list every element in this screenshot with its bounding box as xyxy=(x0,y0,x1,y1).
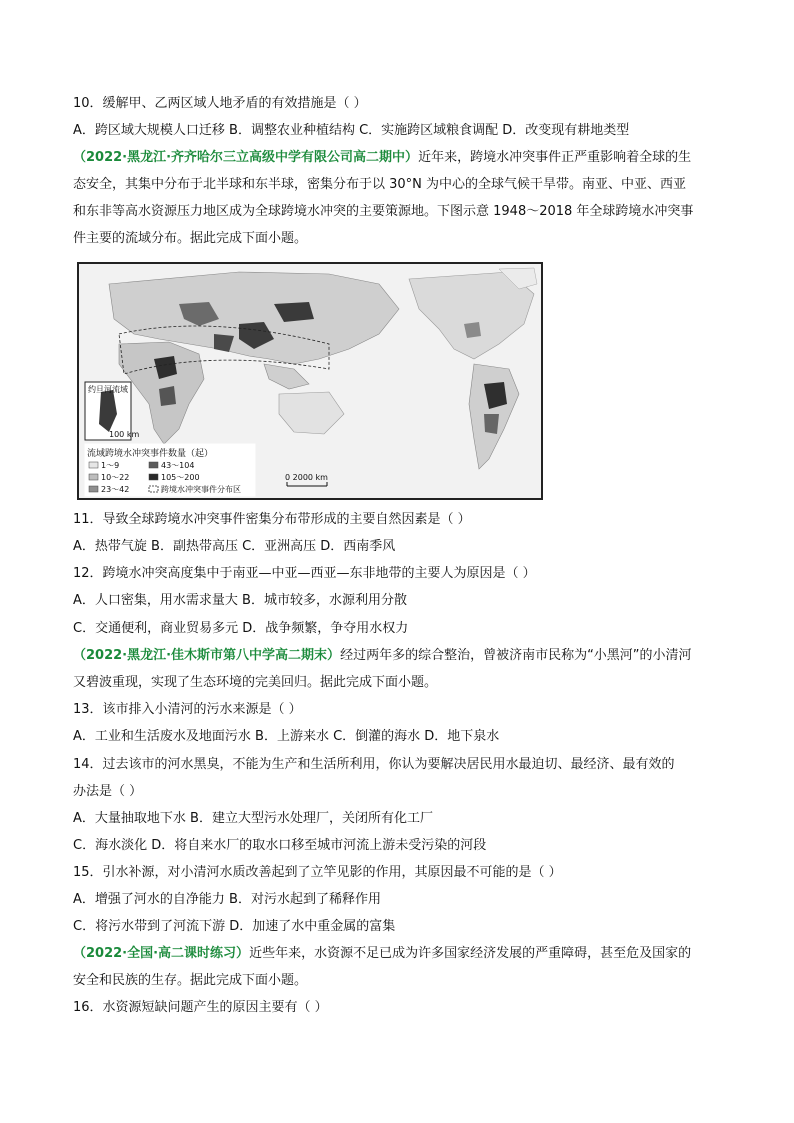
passage2-line1 xyxy=(73,646,692,666)
passage1-line1 xyxy=(73,148,691,168)
q12-option-cd: C．交通便利，商业贸易多元 D．战争频繁，争夺用水权力 xyxy=(73,621,409,636)
inset-label: 约旦河流域 xyxy=(88,385,128,394)
q15-option-ab: A．增强了河水的自净能力 B．对污水起到了稀释作用 xyxy=(73,892,381,907)
q14-stem-line2: 办法是（ ） xyxy=(73,784,143,799)
q15-option-cd: C．将污水带到了河流下游 D．加速了水中重金属的富集 xyxy=(73,919,396,934)
passage3-text1: 近些年来，水资源不足已成为许多国家经济发展的严重障碍，甚至危及国家的 xyxy=(249,946,692,961)
passage1-line4: 件主要的流域分布。据此完成下面小题。 xyxy=(73,231,308,246)
q11-options: A．热带气旋 B．副热带高压 C．亚洲高压 D．西南季风 xyxy=(73,539,396,554)
q14-stem-line1: 14．过去该市的河水黑臭，不能为生产和生活所利用，你认为要解决居民用水最迫切、最经济、最有效的 xyxy=(73,757,675,772)
q15-stem: 15．引水补源，对小清河水质改善起到了立竿见影的作用，其原因最不可能的是（ ） xyxy=(73,865,562,880)
passage2-line2: 又碧波重现，实现了生态环境的完美回归。据此完成下面小题。 xyxy=(73,675,438,690)
passage1-source: （2022·黑龙江·齐齐哈尔三立高级中学有限公司高二期中） xyxy=(73,150,419,165)
q13-options: A．工业和生活废水及地面污水 B．上游来水 C．倒灌的海水 D．地下泉水 xyxy=(73,729,500,744)
passage3-line1 xyxy=(73,944,691,964)
passage3-source: （2022·全国·高二课时练习） xyxy=(73,946,250,961)
legend-item-1: 1～9 xyxy=(101,461,120,470)
legend-item-6: 跨境水冲突事件分布区 xyxy=(161,485,241,494)
q10-stem: 10．缓解甲、乙两区域人地矛盾的有效措施是（ ） xyxy=(73,96,367,111)
passage1-text1: 近年来，跨境水冲突事件正严重影响着全球的生 xyxy=(418,150,692,165)
q14-option-ab: A．大量抽取地下水 B．建立大型污水处理厂，关闭所有化工厂 xyxy=(73,811,433,826)
passage2-source: （2022·黑龙江·佳木斯市第八中学高二期末） xyxy=(73,648,341,663)
legend-item-4: 43～104 xyxy=(161,461,195,470)
q13-stem: 13．该市排入小清河的污水来源是（ ） xyxy=(73,702,302,717)
legend-item-2: 10～22 xyxy=(101,473,130,482)
legend-title: 流域跨境水冲突事件数量（起） xyxy=(87,449,214,459)
legend-item-5: 105～200 xyxy=(161,473,200,482)
passage1-line3: 和东非等高水资源压力地区成为全球跨境水冲突的主要策源地。下图示意 1948～2018 年全球跨境水冲突事 xyxy=(73,204,694,219)
inset-scale: 100 km xyxy=(109,430,140,439)
q12-stem: 12．跨境水冲突高度集中于南亚—中亚—西亚—东非地带的主要人为原因是（ ） xyxy=(73,566,536,581)
q11-stem: 11．导致全球跨境水冲突事件密集分布带形成的主要自然因素是（ ） xyxy=(73,512,471,527)
passage3-line2: 安全和民族的生存。据此完成下面小题。 xyxy=(73,973,308,988)
world-water-conflict-map xyxy=(77,262,543,500)
q14-option-cd: C．海水淡化 D．将自来水厂的取水口移至城市河流上游未受污染的河段 xyxy=(73,838,487,853)
q10-options: A．跨区域大规模人口迁移 B．调整农业种植结构 C．实施跨区域粮食调配 D．改变现有耕地类型 xyxy=(73,123,630,138)
legend-item-3: 23～42 xyxy=(101,485,130,494)
passage2-text1: 经过两年多的综合整治，曾被济南市民称为“小黑河”的小清河 xyxy=(340,648,692,663)
map-scale-label: 0 2000 km xyxy=(285,473,328,482)
map-graphic xyxy=(79,264,541,498)
passage1-line2: 态安全，其集中分布于北半球和东半球，密集分布于以 30°N 为中心的全球气候干旱带。南亚、中亚、西亚 xyxy=(73,177,687,192)
q16-stem: 16．水资源短缺问题产生的原因主要有（ ） xyxy=(73,1000,328,1015)
q12-option-ab: A．人口密集，用水需求量大 B．城市较多，水源利用分散 xyxy=(73,593,407,608)
